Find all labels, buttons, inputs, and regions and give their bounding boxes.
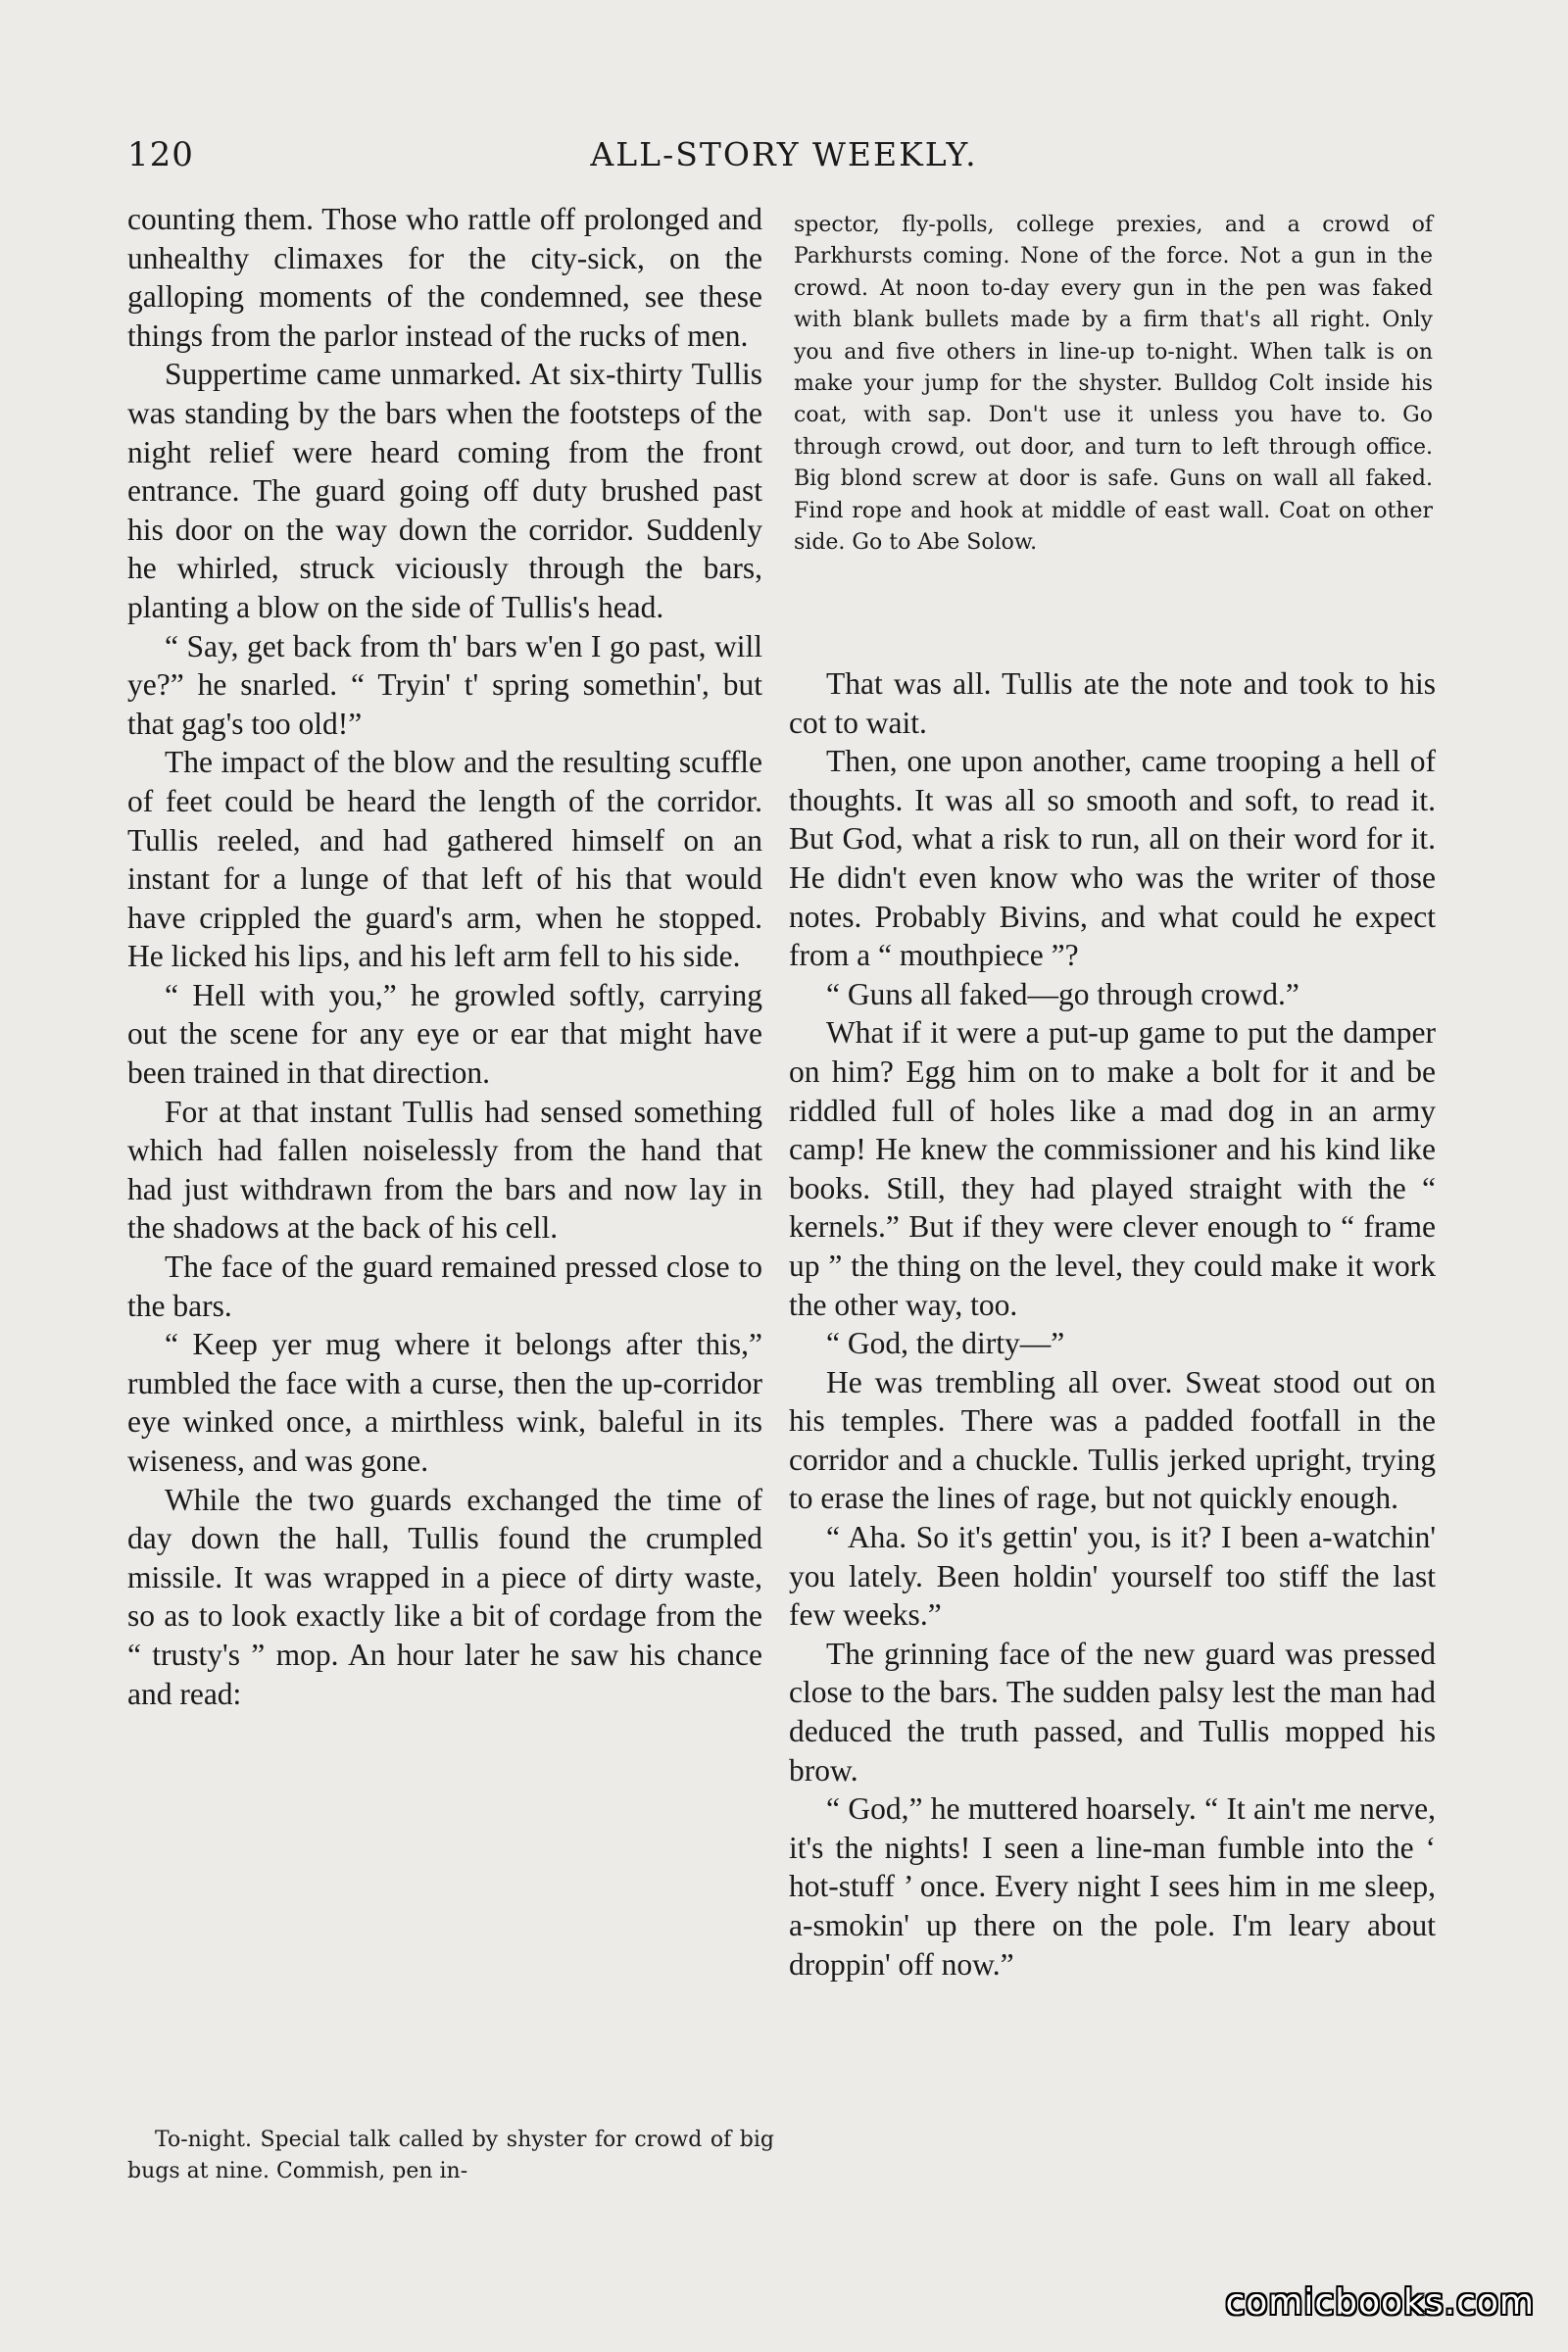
paragraph: What if it were a put-up game to put the damper on him? Egg him on to make a bolt for it and be riddled full of holes like a mad dog in an army camp! He knew the commissioner and his kind like books. Still, they had played straight with the “ kernels.” But if they were clever enough to “ frame up ” the thing on the level, they could make it work the other way, too. (789, 1015, 1436, 1322)
paragraph: counting them. Those who rattle off prolonged and unhealthy climaxes for the city-sick, on the galloping moments of the condemned, see these things from the parlor instead of the rucks of men. (127, 202, 762, 353)
secret-note-start (127, 2125, 774, 2188)
secret-note-continued (794, 210, 1433, 559)
paragraph: That was all. Tullis ate the note and took to his cot to wait. (789, 666, 1436, 740)
paragraph: While the two guards exchanged the time of day down the hall, Tullis found the crumpled missile. It was wrapped in a piece of dirty waste, so as to look exactly like a bit of cordage from the “ trusty's ” mop. An hour later he saw his chance and read: (127, 1482, 762, 1711)
note-text: To-night. Special talk called by shyster for crowd of big bugs at nine. Commish, pen in- (127, 2128, 774, 2184)
paragraph: “ God, the dirty—” (826, 1326, 1065, 1361)
paragraph: “ Aha. So it's gettin' you, is it? I been a-watchin' you lately. Been holdin' yourself too stiff the last few weeks.” (789, 1520, 1436, 1633)
paragraph: “ Say, get back from th' bars w'en I go past, will ye?” he snarled. “ Tryin' t' spring somethin', but that gag's too old!” (127, 628, 762, 741)
page-header (127, 135, 1441, 178)
note-text: spector, fly-polls, college prexies, and a crowd of Parkhursts coming. None of the force. Not a gun in the crowd. At noon to-day every gun in the pen was faked with blank bullets made by a firm that's all right. Only you and five others in line-up to-night. When talk is on make your jump for the shyster. Bulldog Colt inside his coat, with sap. Don't use it unless you have to. Go through crowd, out door, and turn to left through office. Big blond screw at door is safe. Guns on wall all faked. Find rope and hook at middle of east wall. Coat on other side. Go to Abe Solow. (794, 213, 1433, 556)
running-head: ALL-STORY WEEKLY. (590, 135, 978, 173)
paragraph: The face of the guard remained pressed close to the bars. (127, 1250, 762, 1323)
paragraph: The grinning face of the new guard was pressed close to the bars. The sudden palsy lest the man had deduced the truth passed, and Tullis mopped his brow. (789, 1636, 1436, 1788)
right-column (789, 664, 1436, 1984)
paragraph: Suppertime came unmarked. At six-thirty Tullis was standing by the bars when the footsteps of the night relief were heard coming from the front entrance. The guard going off duty brushed past his door on the way down the corridor. Suddenly he whirled, struck viciously through the bars, planting a blow on the side of Tullis's head. (127, 357, 762, 624)
paragraph: “ Hell with you,” he growled softly, carrying out the scene for any eye or ear that might have been trained in that direction. (127, 977, 762, 1091)
paragraph: The impact of the blow and the resulting scuffle of feet could be heard the length of the corridor. Tullis reeled, and had gathered himself on an instant for a lunge of that left of his that would have crippled the guard's arm, when he stopped. He licked his lips, and his left arm fell to his side. (127, 745, 762, 974)
page-number: 120 (127, 135, 194, 174)
paragraph: “ Guns all faked—go through crowd.” (826, 976, 1299, 1011)
left-column (127, 200, 762, 1713)
paragraph: “ Keep yer mug where it belongs after this,” rumbled the face with a curse, then the up-corridor eye winked once, a mirthless wink, baleful in its wiseness, and was gone. (127, 1327, 762, 1478)
paragraph: “ God,” he muttered hoarsely. “ It ain't me nerve, it's the nights! I seen a line-man fumble into the ‘ hot-stuff ’ once. Every night I sees him in me sleep, a-smokin' up there on the pole. I'm leary about droppin' off now.” (789, 1791, 1436, 1982)
paragraph: He was trembling all over. Sweat stood out on his temples. There was a padded footfall in the corridor and a chuckle. Tullis jerked upright, trying to erase the lines of rage, but not quickly enough. (789, 1364, 1436, 1516)
paragraph: For at that instant Tullis had sensed something which had fallen noiselessly from the hand that had just withdrawn from the bars and now lay in the shadows at the back of his cell. (127, 1094, 762, 1246)
paragraph: Then, one upon another, came trooping a hell of thoughts. It was all so smooth and soft, to read it. But God, what a risk to run, all on their word for it. He didn't even know who was the writer of those notes. Probably Bivins, and what could he expect from a “ mouthpiece ”? (789, 744, 1436, 973)
site-watermark: comicbooks.com (1225, 2282, 1535, 2323)
